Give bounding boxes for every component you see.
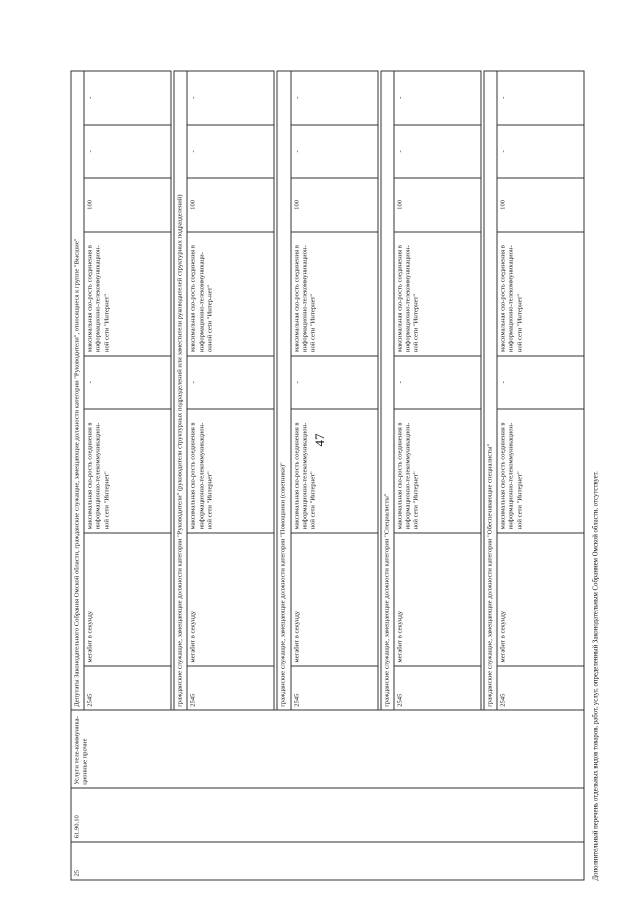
property-name: максимальная ско-рость соединения в информационно-телекоммуникацион-ной сети "Интернет" bbox=[84, 409, 171, 533]
property-value: - bbox=[394, 71, 481, 125]
property-value: 100 bbox=[497, 178, 584, 232]
unit-name: мегабит в секунду bbox=[497, 533, 584, 666]
property-value: - bbox=[497, 356, 584, 410]
property-value: - bbox=[187, 125, 274, 179]
property-name: максимальная ско-рость соединения в информационно-телекоммуникацион-ной сети "Интернет" bbox=[187, 409, 274, 533]
property-value: - bbox=[394, 125, 481, 179]
category-heading: гражданские служащие, замещающие должности категории "Помощники (советники)" bbox=[277, 71, 290, 710]
document-body bbox=[71, 31, 600, 881]
unit-code: 2545 bbox=[84, 666, 171, 710]
property-name: максимальная ско-рость соединения в информационно-телекоммуникацион-ной сети "Интернет" bbox=[394, 232, 481, 356]
property-value: - bbox=[291, 125, 378, 179]
property-name: максимальная ско-рость соединения в информационно-телекоммуникацион-ной сети "Интернет" bbox=[394, 409, 481, 533]
property-value: 100 bbox=[187, 178, 274, 232]
property-name: максимальная ско-рость соединения в информационно-телекоммуникацион-ной сети "Интернет" bbox=[497, 409, 584, 533]
unit-code: 2545 bbox=[497, 666, 584, 710]
property-name: максимальная ско-рость соединения в информационно-телекоммуникацион-ной сети "Интернет" bbox=[84, 232, 171, 356]
category-heading: гражданские служащие, замещающие должности категории "Руководители" (руководители структурных подразделений или заместители руководителей структурных подразделений) bbox=[174, 71, 187, 710]
table-row bbox=[71, 71, 84, 880]
property-value: - bbox=[394, 356, 481, 410]
property-value: - bbox=[497, 71, 584, 125]
property-value: - bbox=[497, 125, 584, 179]
page-number: 47 bbox=[312, 433, 327, 447]
property-value: 100 bbox=[394, 178, 481, 232]
property-value: - bbox=[84, 125, 171, 179]
unit-name: мегабит в секунду bbox=[291, 533, 378, 666]
property-value: 100 bbox=[84, 178, 171, 232]
unit-name: мегабит в секунду bbox=[187, 533, 274, 666]
category-heading: гражданские служащие, замещающие должности категории "Обеспечивающие специалисты" bbox=[484, 71, 497, 710]
property-name: максимальная ско-рость соединения в информационно-телекоммуникацион-ной сети "Интернет" bbox=[291, 232, 378, 356]
category-heading: Депутаты Законодательного Собрания Омской области, гражданские служащие, замещающие должности категории "Руководители", относящиеся к группе "Высшие" bbox=[71, 71, 84, 710]
rotated-page bbox=[1, 0, 640, 905]
unit-code: 2545 bbox=[394, 666, 481, 710]
property-name: максимальная ско-рость соединения в информационно-телекоммуникацион-ной сети "Интернет" bbox=[291, 409, 378, 533]
property-value: - bbox=[291, 71, 378, 125]
footnote: Дополнительный перечень отдельных видов товаров, работ, услуг, определенный Законодательным Собранием Омской области, отсутствует. bbox=[592, 471, 600, 881]
services-table bbox=[71, 71, 585, 881]
property-value: - bbox=[291, 356, 378, 410]
unit-code: 2545 bbox=[187, 666, 274, 710]
property-value: - bbox=[84, 356, 171, 410]
property-name: максимальная ско-рость соединения в информационно-телекоммуникаци-онной сети "Интер-нет" bbox=[187, 232, 274, 356]
service-name: Услуги теле-коммуника-ционные прочие bbox=[71, 710, 584, 788]
unit-name: мегабит в секунду bbox=[394, 533, 481, 666]
row-number: 25 bbox=[71, 842, 584, 880]
category-heading: гражданские служащие, замещающие должности категории "Специалисты" bbox=[381, 71, 394, 710]
property-value: - bbox=[84, 71, 171, 125]
okpd-code: 61.90.10 bbox=[71, 788, 584, 842]
unit-code: 2545 bbox=[291, 666, 378, 710]
property-name: максимальная ско-рость соединения в информационно-телекоммуникацион-ной сети "Интернет" bbox=[497, 232, 584, 356]
property-value: - bbox=[187, 71, 274, 125]
unit-name: мегабит в секунду bbox=[84, 533, 171, 666]
property-value: - bbox=[187, 356, 274, 410]
property-value: 100 bbox=[291, 178, 378, 232]
